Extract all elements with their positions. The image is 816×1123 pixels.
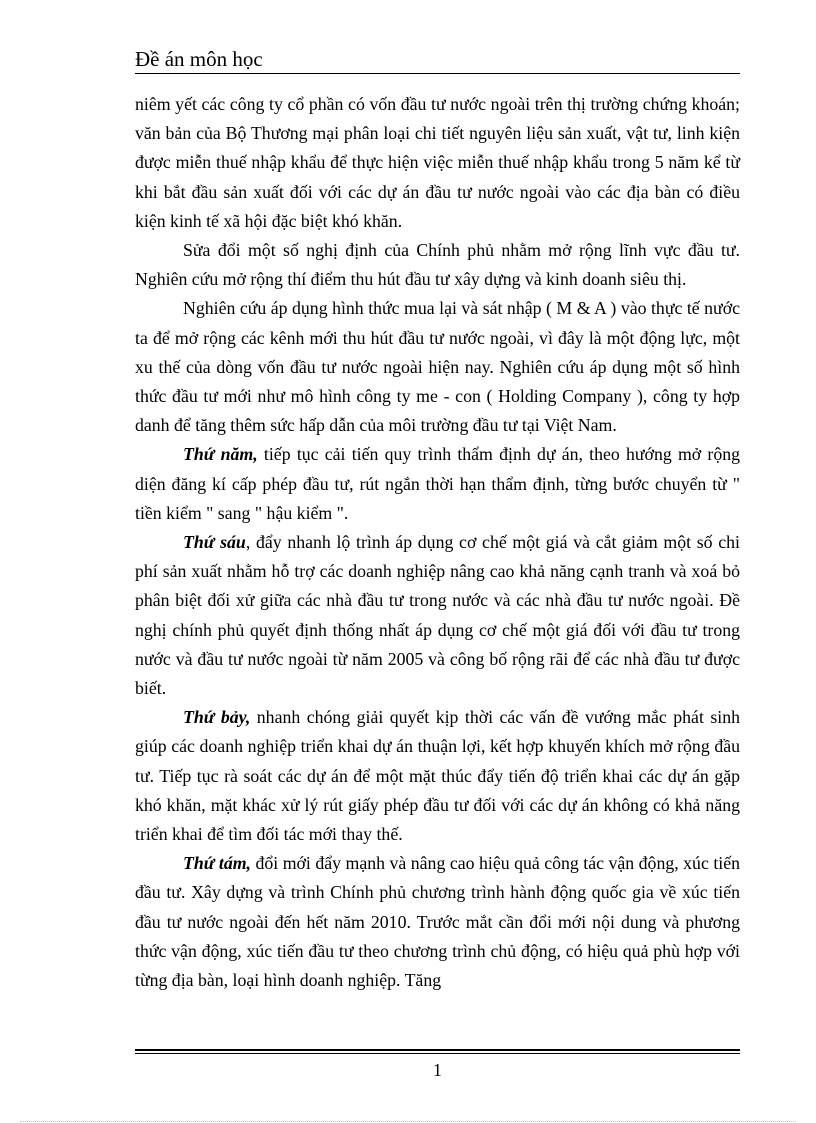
footer-divider-thick bbox=[135, 1049, 740, 1051]
paragraph-text: Sửa đổi một số nghị định của Chính phủ nhằm mở rộng lĩnh vực đầu tư. Nghiên cứu mở rộng thí điểm thu hút đầu tư xây dựng và kinh doanh siêu thị. bbox=[135, 240, 740, 290]
paragraph-fifth bbox=[135, 440, 740, 528]
footer-divider-thin bbox=[135, 1053, 740, 1054]
page-number: 1 bbox=[433, 1060, 442, 1080]
paragraph-lead: Thứ bảy, bbox=[183, 707, 251, 728]
paragraph-mergers-acquisitions bbox=[135, 294, 740, 440]
paragraph-eighth bbox=[135, 849, 740, 995]
paragraph-amend-decrees bbox=[135, 236, 740, 294]
paragraph-lead: Thứ sáu bbox=[183, 532, 246, 553]
paragraph-text: niêm yết các công ty cổ phần có vốn đầu tư nước ngoài trên thị trường chứng khoán; văn bản của Bộ Thương mại phân loại chi tiết nguyên liệu sản xuất, vật tư, linh kiện được miễn thuế nhập khẩu để thực hiện việc miễn thuế nhập khẩu trong 5 năm kể từ khi bắt đầu sản xuất đối với các dự án đầu tư nước ngoài vào các địa bàn có điều kiện kinh tế xã hội đặc biệt khó khăn. bbox=[135, 94, 740, 231]
page-bottom-edge bbox=[20, 1121, 796, 1122]
paragraph-seventh bbox=[135, 703, 740, 849]
paragraph-text: tiếp tục cải tiến quy trình thẩm định dự án, theo hướng mở rộng diện đăng kí cấp phép đầu tư, rút ngắn thời hạn thẩm định, từng bước chuyển từ " tiền kiểm " sang " hậu kiểm ". bbox=[135, 444, 741, 523]
paragraph-text: Nghiên cứu áp dụng hình thức mua lại và sát nhập ( M & A ) vào thực tế nước ta để mở rộng các kênh mới thu hút đầu tư nước ngoài, vì đây là một động lực, một xu thế của dòng vốn đầu tư nước ngoài hiện nay. Nghiên cứu áp dụng một số hình thức đầu tư mới như mô hình công ty me - con ( Holding Company ), công ty hợp danh để tăng thêm sức hấp dẫn của môi trường đầu tư tại Việt Nam. bbox=[135, 298, 740, 436]
paragraph-text: đổi mới đẩy mạnh và nâng cao hiệu quả công tác vận động, xúc tiến đầu tư. Xây dựng và trình Chính phủ chương trình hành động quốc gia về xúc tiến đầu tư nước ngoài đến hết năm 2010. Trước mắt cần đổi mới nội dung và phương thức vận động, xúc tiến đầu tư theo chương trình chủ động, có hiệu quả phù hợp với từng địa bàn, loại hình doanh nghiệp. Tăng bbox=[135, 853, 740, 991]
document-body bbox=[135, 90, 740, 995]
header-divider bbox=[135, 73, 740, 74]
page-header-title: Đề án môn học bbox=[135, 47, 263, 71]
paragraph-continuation bbox=[135, 90, 740, 236]
paragraph-sixth bbox=[135, 528, 740, 703]
paragraph-text: , đẩy nhanh lộ trình áp dụng cơ chế một giá và cắt giảm một số chi phí sản xuất nhằm hỗ trợ các doanh nghiệp nâng cao khả năng cạnh tranh và xoá bỏ phân biệt đối xử giữa các nhà đầu tư trong nước và các nhà đầu tư nước ngoài. Đề nghị chính phủ quyết định thống nhất áp dụng cơ chế một giá đối với đầu tư trong nước và đầu tư nước ngoài từ năm 2005 và công bố rộng rãi để các nhà đầu tư được biết. bbox=[135, 532, 740, 699]
paragraph-lead: Thứ tám, bbox=[183, 853, 251, 874]
paragraph-lead: Thứ năm, bbox=[183, 444, 258, 465]
paragraph-text: nhanh chóng giải quyết kịp thời các vấn đề vướng mắc phát sinh giúp các doanh nghiệp triển khai dự án thuận lợi, kết hợp khuyến khích mở rộng đầu tư. Tiếp tục rà soát các dự án để một mặt thúc đẩy tiến độ triển khai các dự án gặp khó khăn, mặt khác xử lý rút giấy phép đầu tư đối với các dự án không có khả năng triển khai để tìm đối tác mới thay thế. bbox=[135, 707, 740, 845]
